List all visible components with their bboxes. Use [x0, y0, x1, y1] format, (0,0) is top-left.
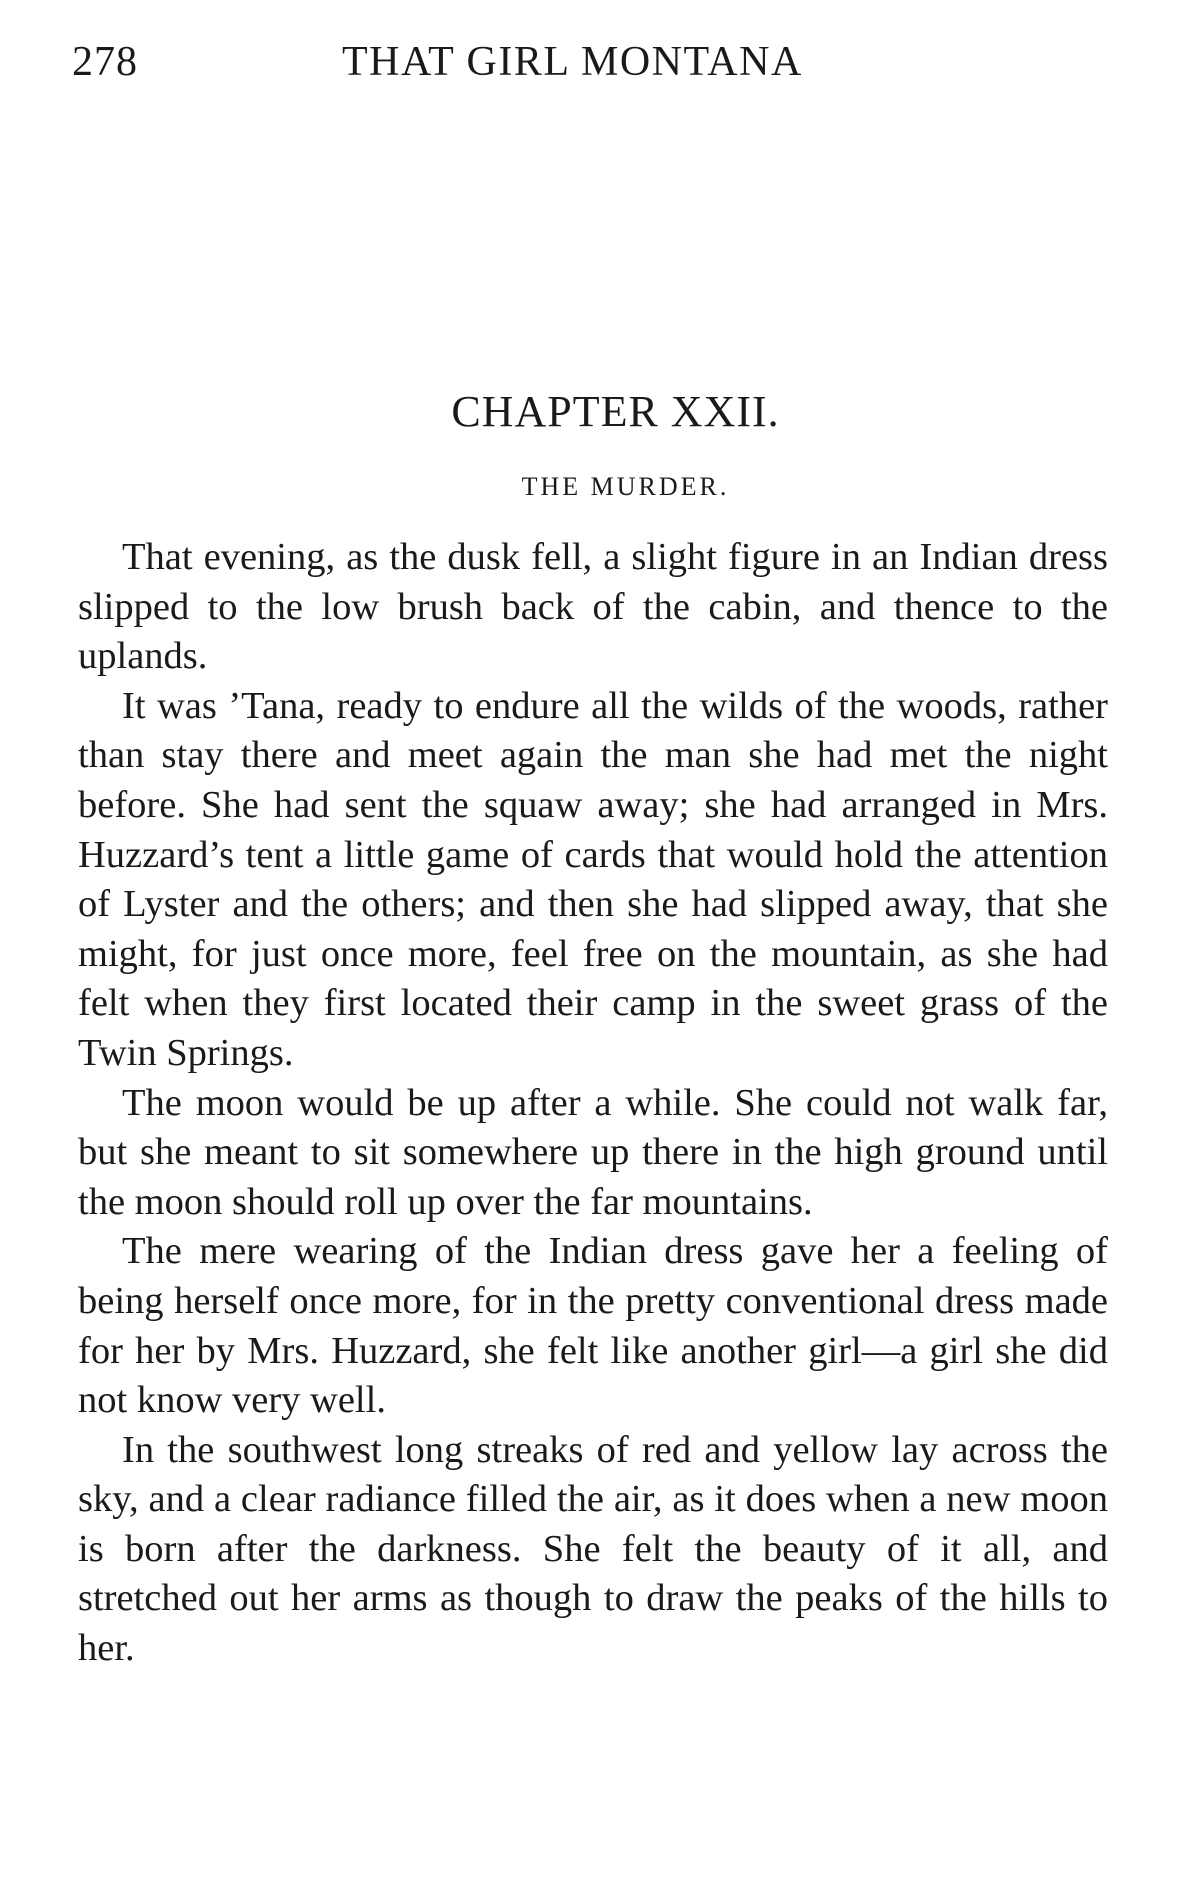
paragraph-5: In the southwest long streaks of red and yellow lay across the sky, and a clear radiance filled the air, as it does when a new moon is born after the darkness. She felt the beauty of it all, and stretched out her arms as though to draw the peaks of the hills to her.	[78, 1428, 1108, 1670]
running-title: THAT GIRL MONTANA	[342, 39, 803, 85]
running-head	[72, 38, 972, 98]
paragraph-3: The moon would be up after a while. She could not walk far, but she meant to sit somewhere up there in the high ground until the moon should roll up over the far mountains.	[78, 1081, 1108, 1223]
paragraph-1: That evening, as the dusk fell, a slight figure in an Indian dress slipped to the low brush back of the cabin, and thence to the uplands.	[78, 536, 1108, 678]
chapter-subtitle: THE MURDER.	[521, 472, 730, 501]
chapter-title: CHAPTER XXII.	[451, 387, 780, 436]
paragraph-4: The mere wearing of the Indian dress gave her a feeling of being herself once more, for in the pretty conventional dress made for her by Mrs. Huzzard, she felt like another girl—a girl she did not know very well.	[78, 1230, 1108, 1422]
page-number: 278	[72, 39, 138, 85]
paragraph-2: It was ’Tana, ready to endure all the wilds of the woods, rather than stay there and meet again the man she had met the night before. She had sent the squaw away; she had arranged in Mrs. Huzzard’s tent a little game of cards that would hold the attention of Lyster and the others; and then she had slipped away, that she might, for just once more, feel free on the mountain, as she had felt when they first located their camp in the sweet grass of the Twin Springs.	[78, 684, 1108, 1074]
body-text	[78, 533, 1108, 1674]
